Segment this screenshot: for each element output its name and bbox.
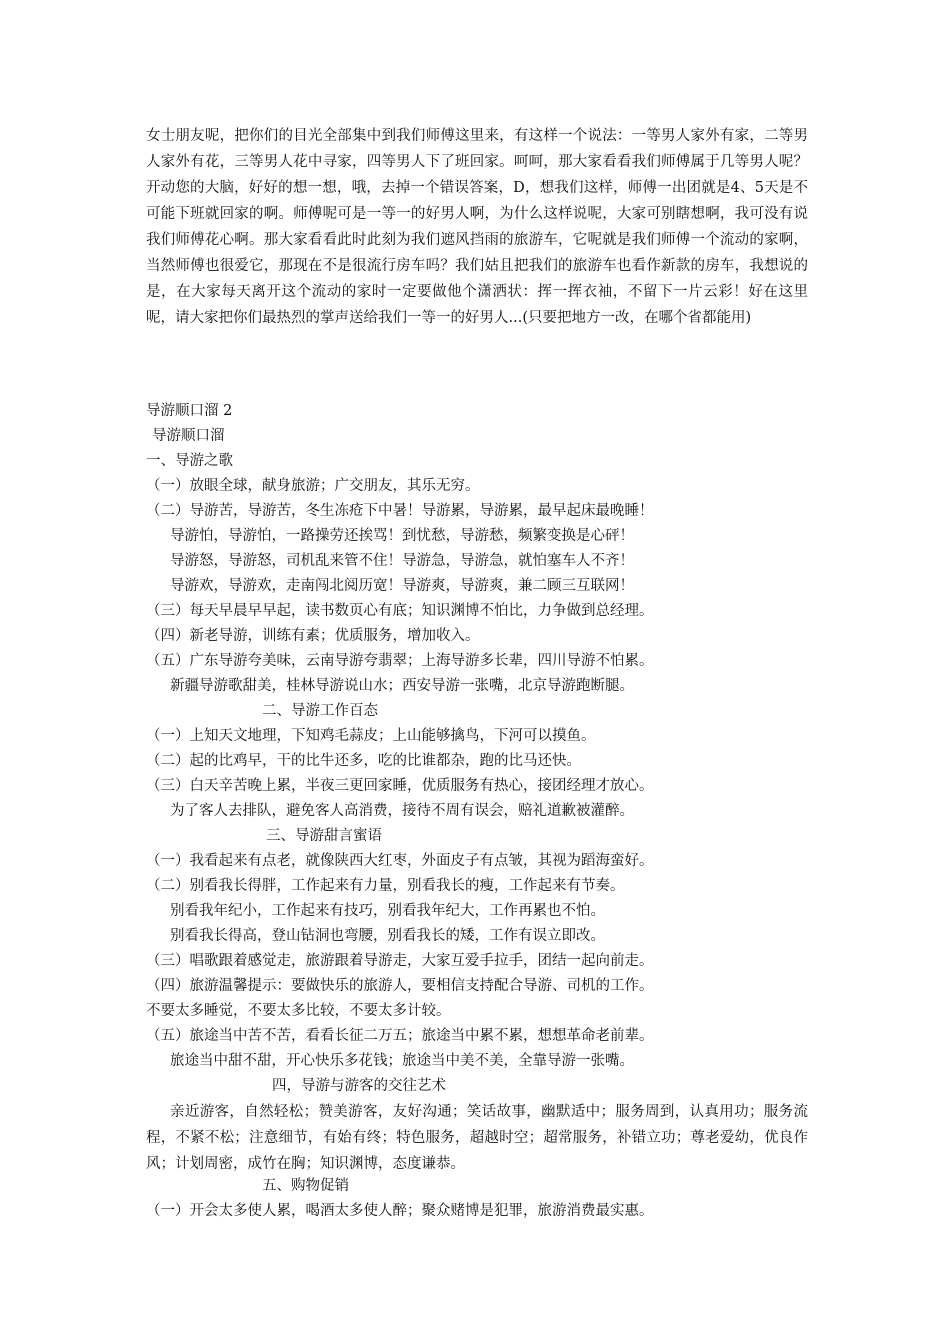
text-line: （三）每天早晨早早起，读书数页心有底；知识渊博不怕比，力争做到总经理。	[146, 603, 654, 619]
text-line: （四）新老导游，训练有素；优质服务，增加收入。	[146, 628, 480, 644]
text-line: （二）起的比鸡早，干的比牛还多，吃的比谁都杂，跑的比马还快。	[146, 753, 581, 769]
text-line: 不要太多睡觉，不要太多比较，不要太多计较。	[146, 1003, 451, 1019]
text-line: （二）导游苦，导游苦，冬生冻疮下中暑！导游累，导游累，最早起床最晚睡！	[146, 503, 654, 519]
section-heading-5: 五、购物促销	[262, 1178, 349, 1194]
section-4-paragraph: 亲近游客，自然轻松；赞美游客，友好沟通；笑话故事，幽默适中；服务周到，认真用功；服务流程，不紧不松；注意细节，有始有终；特色服务，超越时空；超常服务，补错立功；尊老爱幼，优良作风；计划周密，成竹在胸；知识渊博，态度谦恭。	[146, 1104, 808, 1172]
text-line: 为了客人去排队，避免客人高消费，接待不周有误会，赔礼道歉被灌醉。	[170, 803, 634, 819]
section-heading-1: 一、导游之歌	[146, 453, 233, 469]
text-line: 新疆导游歌甜美，桂林导游说山水；西安导游一张嘴，北京导游跑断腿。	[170, 678, 634, 694]
text-line: 旅途当中甜不甜，开心快乐多花钱；旅途当中美不美，全靠导游一张嘴。	[170, 1053, 634, 1069]
document-subtitle: 导游顺口溜	[152, 428, 225, 444]
text-line: 别看我年纪小，工作起来有技巧，别看我年纪大，工作再累也不怕。	[170, 903, 605, 919]
text-line: 导游怒，导游怒，司机乱来管不住！导游急，导游急，就怕塞车人不齐！	[170, 553, 634, 569]
text-line: （一）开会太多使人累，喝酒太多使人醉；聚众赌博是犯罪，旅游消费最实惠。	[146, 1203, 654, 1219]
text-line: （三）唱歌跟着感觉走，旅游跟着导游走，大家互爱手拉手，团结一起向前走。	[146, 953, 654, 969]
document-title: 导游顺口溜 2	[146, 403, 233, 419]
section-heading-3: 三、导游甜言蜜语	[266, 828, 382, 844]
section-heading-4: 四，导游与游客的交往艺术	[272, 1078, 446, 1094]
text-line: （一）我看起来有点老，就像陕西大红枣，外面皮子有点皱，其视为蹈海蛮好。	[146, 853, 654, 869]
text-line: 导游欢，导游欢，走南闯北阅历宽！导游爽，导游爽，兼二顾三互联网！	[170, 578, 634, 594]
text-line: （五）广东导游夸美味，云南导游夸翡翠；上海导游多长辈，四川导游不怕累。	[146, 653, 654, 669]
section-heading-2: 二、导游工作百态	[262, 703, 378, 719]
text-line: （三）白天辛苦晚上累，半夜三更回家睡，优质服务有热心，接团经理才放心。	[146, 778, 654, 794]
text-line: 别看我长得高，登山钻洞也弯腰，别看我长的矮，工作有误立即改。	[170, 928, 605, 944]
text-line: （二）别看我长得胖，工作起来有力量，别看我长的瘦，工作起来有节奏。	[146, 878, 625, 894]
text-line: （五）旅途当中苦不苦，看看长征二万五；旅途当中累不累，想想革命老前辈。	[146, 1028, 654, 1044]
intro-paragraph: 女士朋友呢，把你们的目光全部集中到我们师傅这里来，有这样一个说法：一等男人家外有家，二等男人家外有花，三等男人花中寻家，四等男人下了班回家。呵呵，那大家看看我们师傅属于几等男人呢？开动您的大脑，好好的想一想，哦，去掉一个错误答案，D，想我们这样，师傅一出团就是4、5天是不可能下班就回家的啊。师傅呢可是一等一的好男人啊，为什么这样说呢，大家可别瞎想啊，我可没有说我们师傅花心啊。那大家看看此时此刻为我们遮风挡雨的旅游车，它呢就是我们师傅一个流动的家啊，当然师傅也很爱它，那现在不是很流行房车吗？我们姑且把我们的旅游车也看作新款的房车，我想说的是，在大家每天离开这个流动的家时一定要做他个潇洒状：挥一挥衣袖，不留下一片云彩！好在这里呢，请大家把你们最热烈的掌声送给我们一等一的好男人...(只要把地方一改，在哪个省都能用)	[146, 128, 808, 326]
text-line: （一）放眼全球，献身旅游；广交朋友，其乐无穷。	[146, 478, 480, 494]
text-line: （一）上知天文地理，下知鸡毛蒜皮；上山能够擒鸟，下河可以摸鱼。	[146, 728, 596, 744]
text-line: （四）旅游温馨提示：要做快乐的旅游人，要相信支持配合导游、司机的工作。	[146, 978, 654, 994]
text-line: 导游怕，导游怕，一路操劳还挨骂！到忧愁，导游愁，频繁变换是心砰！	[170, 528, 634, 544]
